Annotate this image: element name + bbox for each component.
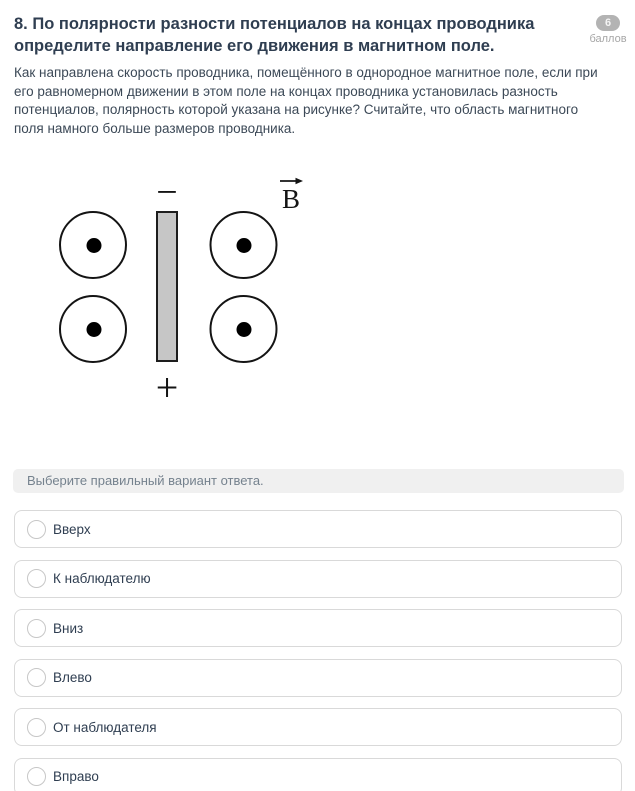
radio-button[interactable]	[27, 619, 46, 638]
answer-option-left[interactable]	[14, 659, 622, 697]
radio-button[interactable]	[27, 668, 46, 687]
field-out-of-page-icon	[211, 296, 277, 362]
answer-option-label: Вправо	[53, 769, 99, 784]
figure-canvas	[55, 170, 320, 410]
plus-terminal-label: +	[155, 365, 179, 410]
points-unit-label: баллов	[589, 33, 627, 45]
points-value-pill: 6	[596, 15, 620, 31]
points-badge	[587, 13, 629, 45]
field-out-of-page-icon	[211, 212, 277, 278]
answer-option-up[interactable]	[14, 510, 622, 548]
answer-option-label: От наблюдателя	[53, 719, 157, 735]
field-out-of-page-icon	[60, 296, 126, 362]
answer-option-label: Влево	[53, 670, 92, 685]
radio-button[interactable]	[27, 767, 46, 786]
field-out-of-page-icon	[60, 212, 126, 278]
answer-option-away-from-observer[interactable]	[14, 708, 622, 746]
radio-button[interactable]	[27, 569, 46, 588]
question-figure	[55, 170, 628, 415]
answer-options-list	[14, 510, 628, 791]
radio-button[interactable]	[27, 520, 46, 539]
answer-option-down[interactable]	[14, 609, 622, 647]
b-letter: B	[282, 184, 301, 214]
conductor-bar	[157, 212, 177, 361]
answer-prompt-bar: Выберите правильный вариант ответа.	[13, 469, 624, 493]
minus-terminal-label: −	[156, 171, 178, 214]
answer-option-label: Вниз	[53, 620, 84, 636]
question-title: 8. По полярности разности потенциалов на концах проводника определите направление его движения в магнитном поле.	[14, 15, 535, 55]
answer-option-label: Вверх	[53, 521, 91, 537]
answer-option-toward-observer[interactable]	[14, 560, 622, 598]
answer-option-label: К наблюдателю	[53, 571, 151, 586]
answer-option-right[interactable]	[14, 758, 622, 791]
radio-button[interactable]	[27, 718, 46, 737]
question-body-text: Как направлена скорость проводника, помещённого в однородное магнитное поле, если при его равномерном движении в этом поле на концах проводника установилась разность потенциалов, полярность которой указана на рисунке? Считайте, что область магнитного поля намного больше размеров проводника.	[14, 65, 598, 136]
b-vector-label	[280, 178, 303, 214]
